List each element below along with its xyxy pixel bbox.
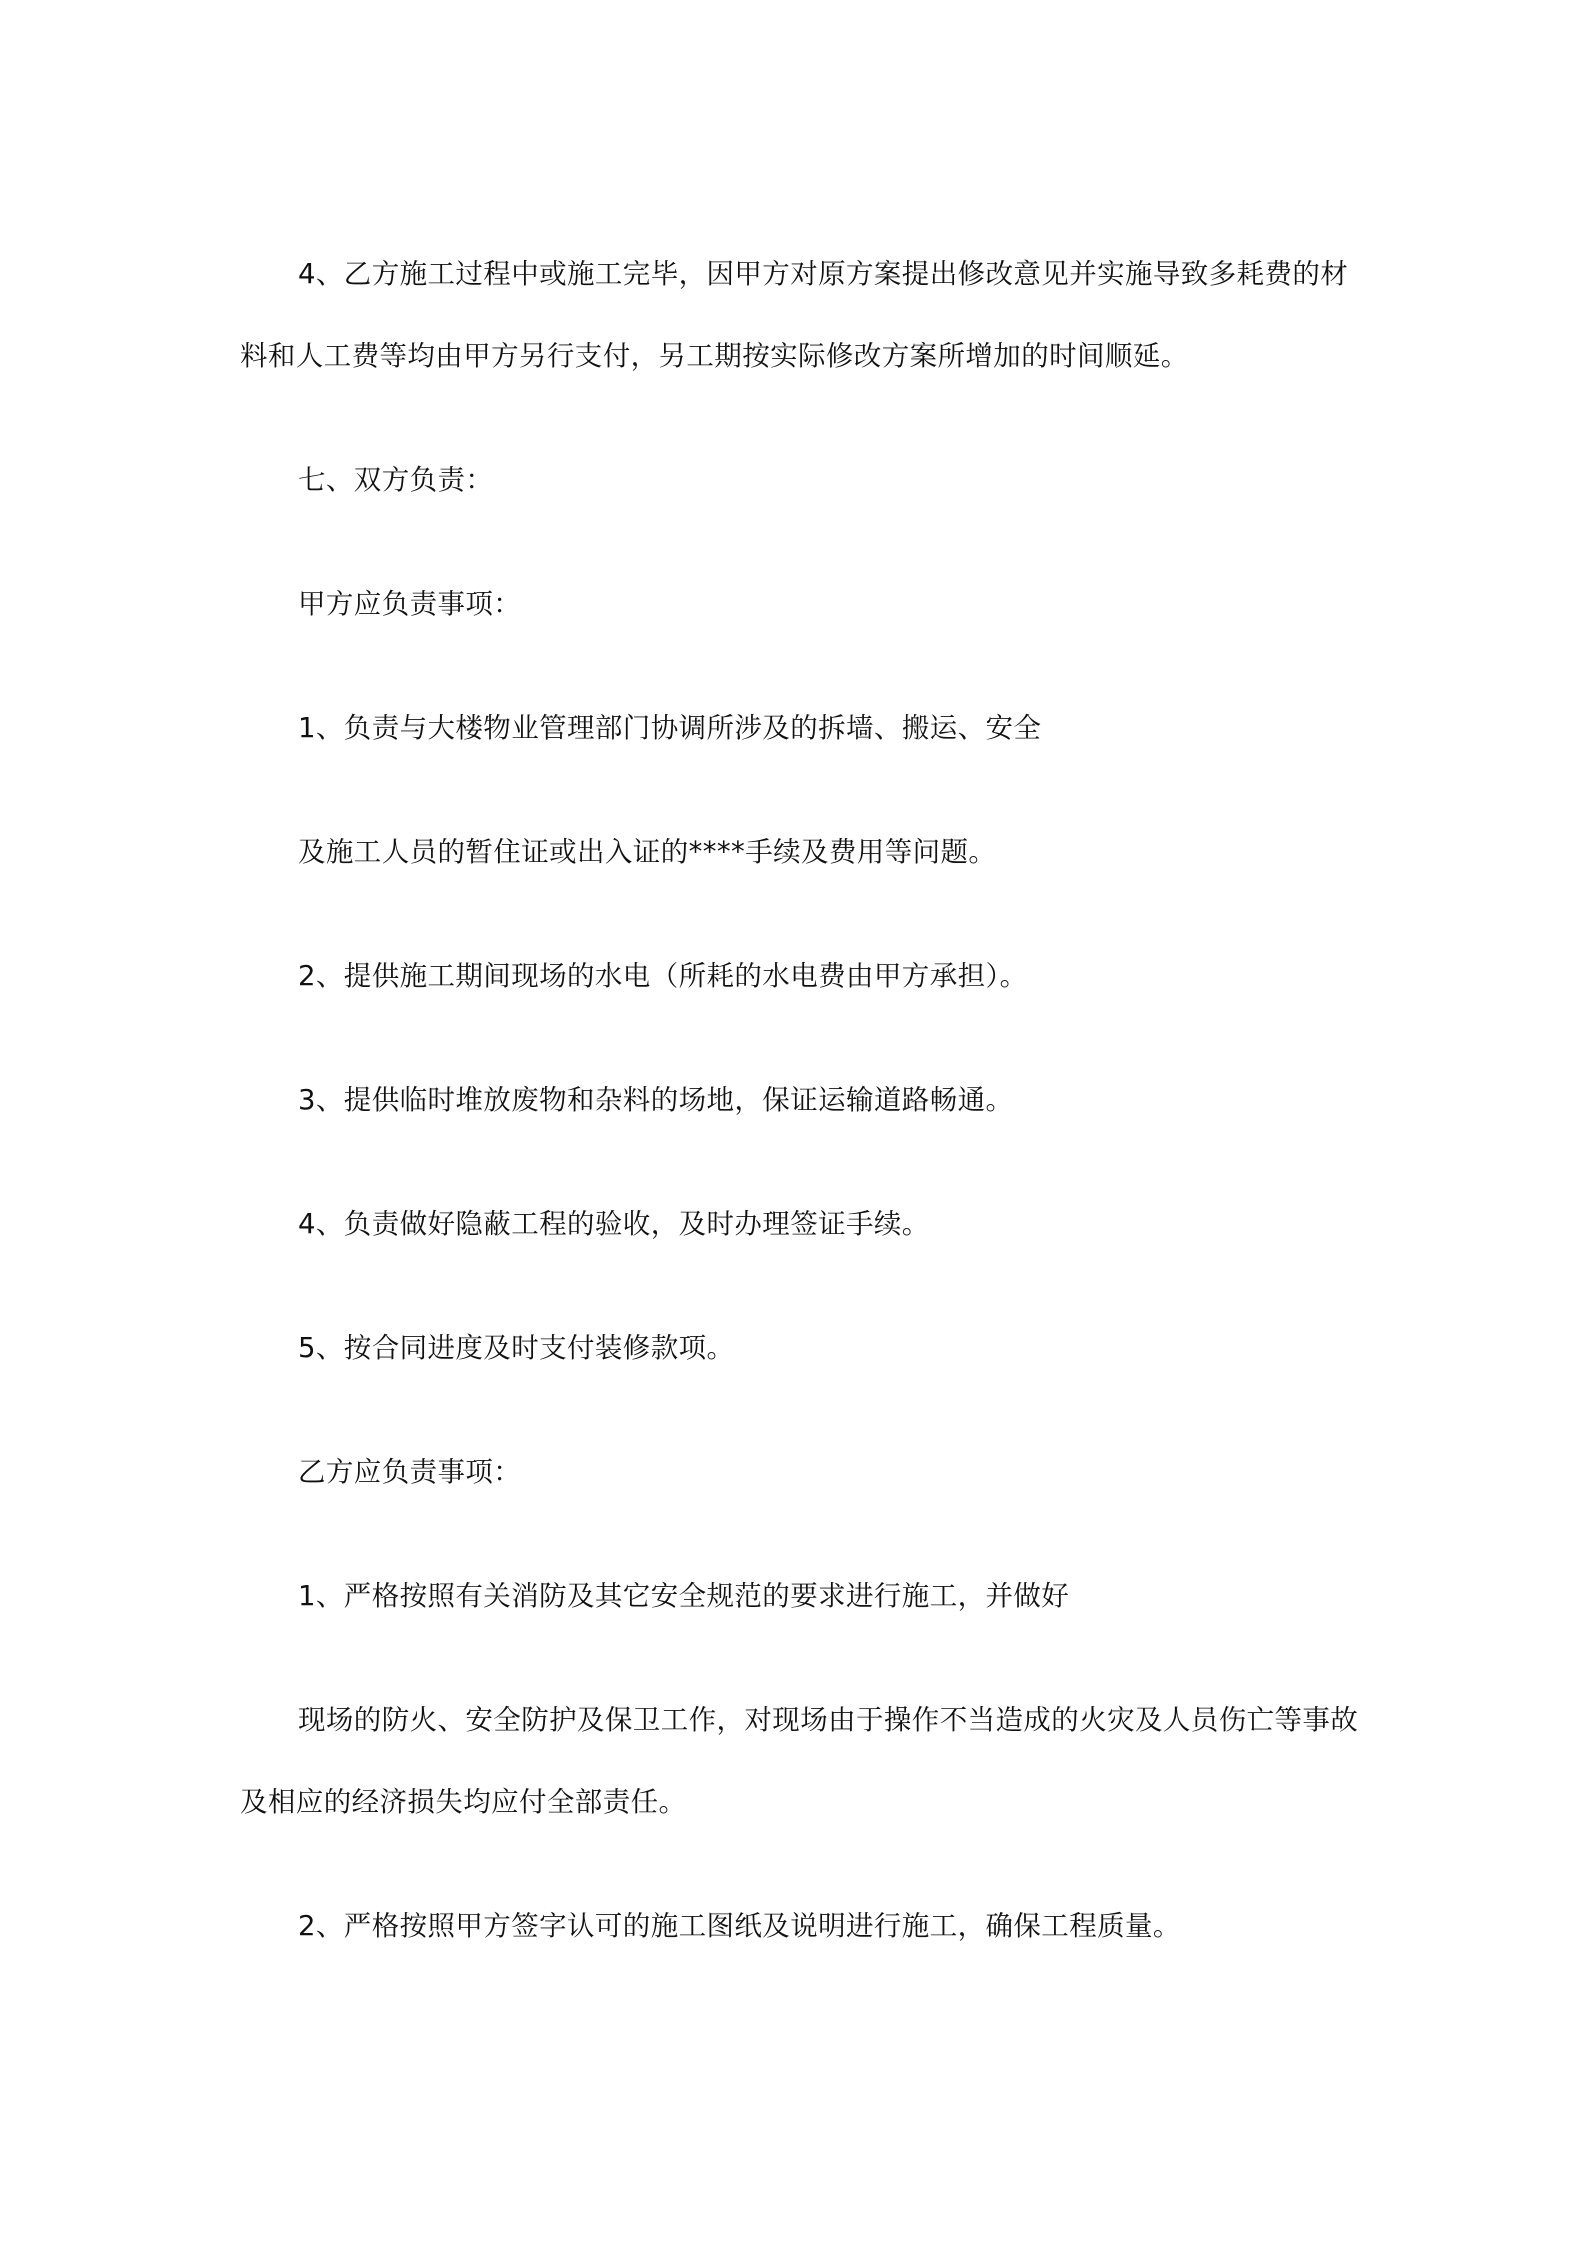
party-b-heading: 乙方应负责事项：	[298, 1456, 522, 1488]
party-a-item-1-line-2: 及施工人员的暂住证或出入证的****手续及费用等问题。	[298, 836, 997, 868]
party-a-item-5: 5、按合同进度及时支付装修款项。	[298, 1332, 735, 1364]
party-b-item-1-line-1: 1、严格按照有关消防及其它安全规范的要求进行施工，并做好	[298, 1580, 1070, 1612]
paragraph-clause-4-line-2: 料和人工费等均由甲方另行支付，另工期按实际修改方案所增加的时间顺延。	[240, 340, 1189, 372]
party-a-heading: 甲方应负责事项：	[298, 588, 522, 620]
party-b-item-1-line-3: 及相应的经济损失均应付全部责任。	[240, 1786, 687, 1818]
party-a-item-4: 4、负责做好隐蔽工程的验收，及时办理签证手续。	[298, 1208, 930, 1240]
party-b-item-1-line-2: 现场的防火、安全防护及保卫工作，对现场由于操作不当造成的火灾及人员伤亡等事故	[298, 1704, 1359, 1736]
party-a-item-1-line-1: 1、负责与大楼物业管理部门协调所涉及的拆墙、搬运、安全	[298, 712, 1042, 744]
party-b-item-2: 2、严格按照甲方签字认可的施工图纸及说明进行施工，确保工程质量。	[298, 1910, 1181, 1942]
paragraph-clause-4-line-1: 4、乙方施工过程中或施工完毕，因甲方对原方案提出修改意见并实施导致多耗费的材	[298, 258, 1349, 290]
section-heading-seven: 七、双方负责：	[298, 464, 494, 496]
party-a-item-3: 3、提供临时堆放废物和杂料的场地，保证运输道路畅通。	[298, 1084, 1014, 1116]
party-a-item-2: 2、提供施工期间现场的水电（所耗的水电费由甲方承担）。	[298, 960, 1028, 992]
